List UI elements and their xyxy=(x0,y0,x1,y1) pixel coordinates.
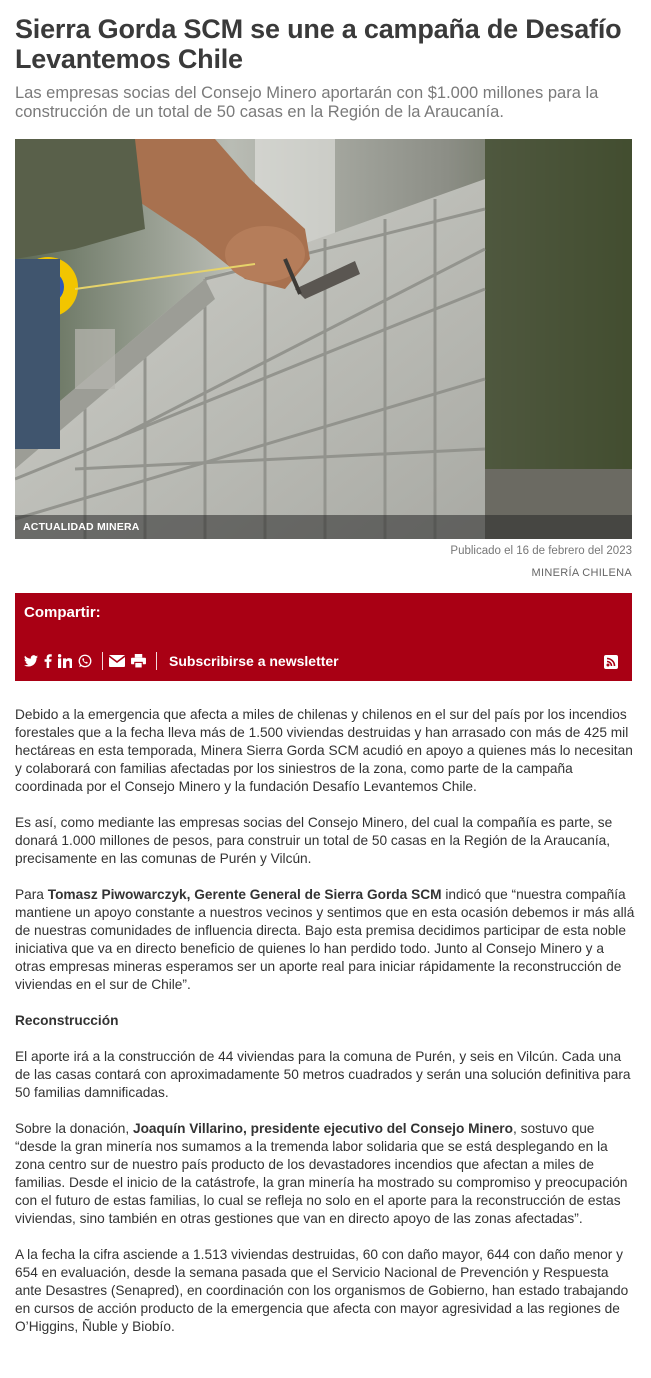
quoted-person: Tomasz Piwowarczyk, Gerente General de Sierra Gorda SCM xyxy=(47,887,442,902)
section-heading: Reconstrucción xyxy=(15,1013,119,1028)
article-body xyxy=(15,706,637,1354)
share-divider xyxy=(156,652,157,670)
paragraph: Debido a la emergencia que afecta a miles de chilenas y chilenos en el sur del país por los incendios forestales que a la fecha lleva más de 1.500 viviendas destruidas y han arrasado con más de 425 mil hectáreas en esta temporada, Minera Sierra Gorda SCM acudió en apoyo a quienes más lo necesitan y colaborará con familias afectadas por los siniestros de la zona, como parte de la campaña coordinada por el Consejo Minero y la fundación Desafío Levantemos Chile. xyxy=(15,707,633,794)
share-icons-row xyxy=(24,651,339,671)
paragraph-text: Para xyxy=(15,887,48,902)
share-divider xyxy=(102,652,103,670)
paragraph: El aporte irá a la construcción de 44 viviendas para la comuna de Purén, y seis en Vilcún. Cada una de las casas contará con aproximadamente 50 metros cuadrados y serán una solución definitiva para 50 familias damnificadas. xyxy=(15,1049,631,1100)
publish-date: Publicado el 16 de febrero del 2023 xyxy=(450,545,632,557)
rss-icon[interactable] xyxy=(604,653,618,671)
article-subtitle: Las empresas socias del Consejo Minero aportarán con $1.000 millones para la construcción de un total de 50 casas en la Región de la Araucanía. xyxy=(15,84,599,121)
share-label: Compartir: xyxy=(24,604,101,621)
image-caption: ACTUALIDAD MINERA xyxy=(15,515,632,539)
email-icon[interactable] xyxy=(109,652,125,670)
share-bar xyxy=(15,593,632,681)
paragraph xyxy=(15,1120,637,1228)
brick-wall-illustration xyxy=(15,139,632,539)
paragraph-text: , sostuvo que “desde la gran minería nos sumamos a la tremenda labor solidaria que se está desplegando en la zona centro sur de nuestro país producto de los devastadores incendios que afectan a miles de familias. Desde el inicio de la catástrofe, la gran minería ha mostrado su compromiso y preocupación con el futuro de estas familias, lo cual se refleja no solo en el aporte para la reconstrucción de estas viviendas, sino también en otras gestiones que van en directo apoyo de las zonas afectadas”. xyxy=(15,1121,628,1226)
paragraph: Es así, como mediante las empresas socias del Consejo Minero, del cual la compañía es parte, se donará 1.000 millones de pesos, para construir un total de 50 casas en la Región de la Araucanía, precisamente en las comunas de Purén y Vilcún. xyxy=(15,815,613,866)
print-icon[interactable] xyxy=(131,652,146,670)
hero-image xyxy=(15,139,632,539)
paragraph xyxy=(15,886,637,994)
article-title: Sierra Gorda SCM se une a campaña de Desafío Levantemos Chile xyxy=(15,14,622,74)
quoted-person: Joaquín Villarino, presidente ejecutivo del Consejo Minero xyxy=(132,1121,513,1136)
newsletter-subscribe-link[interactable]: Subscribirse a newsletter xyxy=(169,653,339,669)
whatsapp-icon[interactable] xyxy=(78,652,92,670)
facebook-icon[interactable] xyxy=(44,652,52,670)
paragraph-text: Sobre la donación, xyxy=(15,1121,133,1136)
twitter-icon[interactable] xyxy=(24,652,38,670)
paragraph-text: indicó que “nuestra compañía mantiene un apoyo constante a nuestros vecinos y sentimos que en esta ocasión debemos ir más allá de nuestras comunidades de influencia directa. Bajo esta premisa decidimos participar de esta noble iniciativa que va en directo beneficio de quienes lo han perdido todo. Junto al Consejo Minero y a otras empresas mineras esperamos ser un aporte real para iniciar rápidamente la reconstrucción de viviendas en el sur de Chile”. xyxy=(15,887,635,992)
article-source[interactable]: MINERÍA CHILENA xyxy=(531,567,632,579)
linkedin-icon[interactable] xyxy=(58,652,72,670)
paragraph: A la fecha la cifra asciende a 1.513 viviendas destruidas, 60 con daño mayor, 644 con daño menor y 654 en evaluación, desde la semana pasada que el Servicio Nacional de Prevención y Respuesta ante Desastres (Senapred), en coordinación con los organismos de Gobierno, han estado trabajando en cursos de acción producto de la emergencia que afecta con mayor agresividad a las regiones de O’Higgins, Ñuble y Biobío. xyxy=(15,1247,629,1334)
